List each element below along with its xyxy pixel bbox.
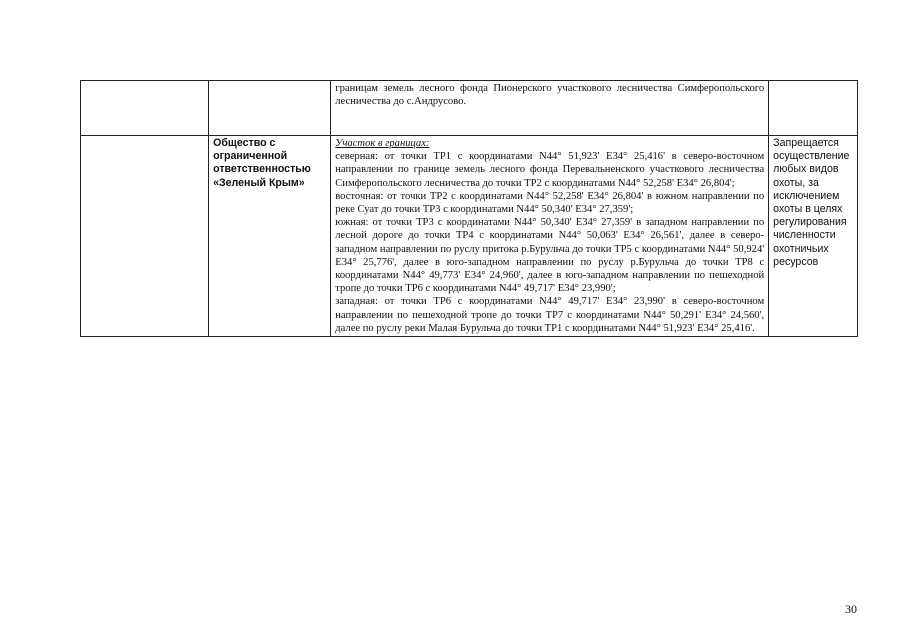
table-cell-empty <box>209 81 331 136</box>
boundary-description <box>331 136 769 337</box>
boundary-continuation-text: границам земель лесного фонда Пионерского участкового лесничества Симферопольского лесничества до с.Андрусово. <box>331 81 769 136</box>
boundary-north: северная: от точки ТР1 с координатами N44° 51,923' E34° 25,416' в северо-восточном направлении по границе земель лесного фонда Перевальненского участкового лесничества Симферопольского лесничества до точки ТР2 с координатами N44° 52,258' E34° 26,804'; <box>335 151 765 189</box>
table-row <box>81 81 858 136</box>
table-row <box>81 136 858 337</box>
section-header: Участок в границах: <box>335 138 430 149</box>
restriction-note: Запрещается осуществление любых видов охоты, за исключением охоты в целях регулирования численности охотничьих ресурсов <box>769 136 858 337</box>
table-cell-empty <box>81 81 209 136</box>
document-table <box>80 80 858 337</box>
boundary-west: западная: от точки ТР6 с координатами N44° 49,717' E34° 23,990' в северо-восточном направлении по пешеходной тропе до точки ТР7 с координатами N44° 50,291' E34° 24,560', далее по руслу реки Малая Бурульча до точки ТР1 с координатами N44° 51,923' E34° 25,416'. <box>335 296 765 334</box>
boundary-east: восточная: от точки ТР2 с координатами N44° 52,258' E34° 26,804' в южном направлении по реке Суат до точки ТР3 с координатами N44° 50,340' E34° 27,359'; <box>335 190 765 216</box>
table-cell-empty <box>769 81 858 136</box>
page-number: 30 <box>845 602 857 616</box>
organization-name: Общество с ограниченной ответственностью «Зеленый Крым» <box>209 136 331 337</box>
boundary-south: южная: от точки ТР3 с координатами N44° 50,340' E34° 27,359' в западном направлении по лесной дороге до точки ТР4 с координатами N44° 50,063' E34° 26,561', далее в северо-западном направлении по руслу притока р.Бурульча до точки ТР5 с координатами N44° 50,924' E34° 25,776', далее в юго-западном направлении по руслу р.Бурульча до точки ТР8 с координатами N44° 49,773' E34° 24,960', далее в юго-западном направлении по пешеходной тропе до точки ТР6 с координатами N44° 49,717' E34° 23,990'; <box>335 217 765 295</box>
table-cell-empty <box>81 136 209 337</box>
